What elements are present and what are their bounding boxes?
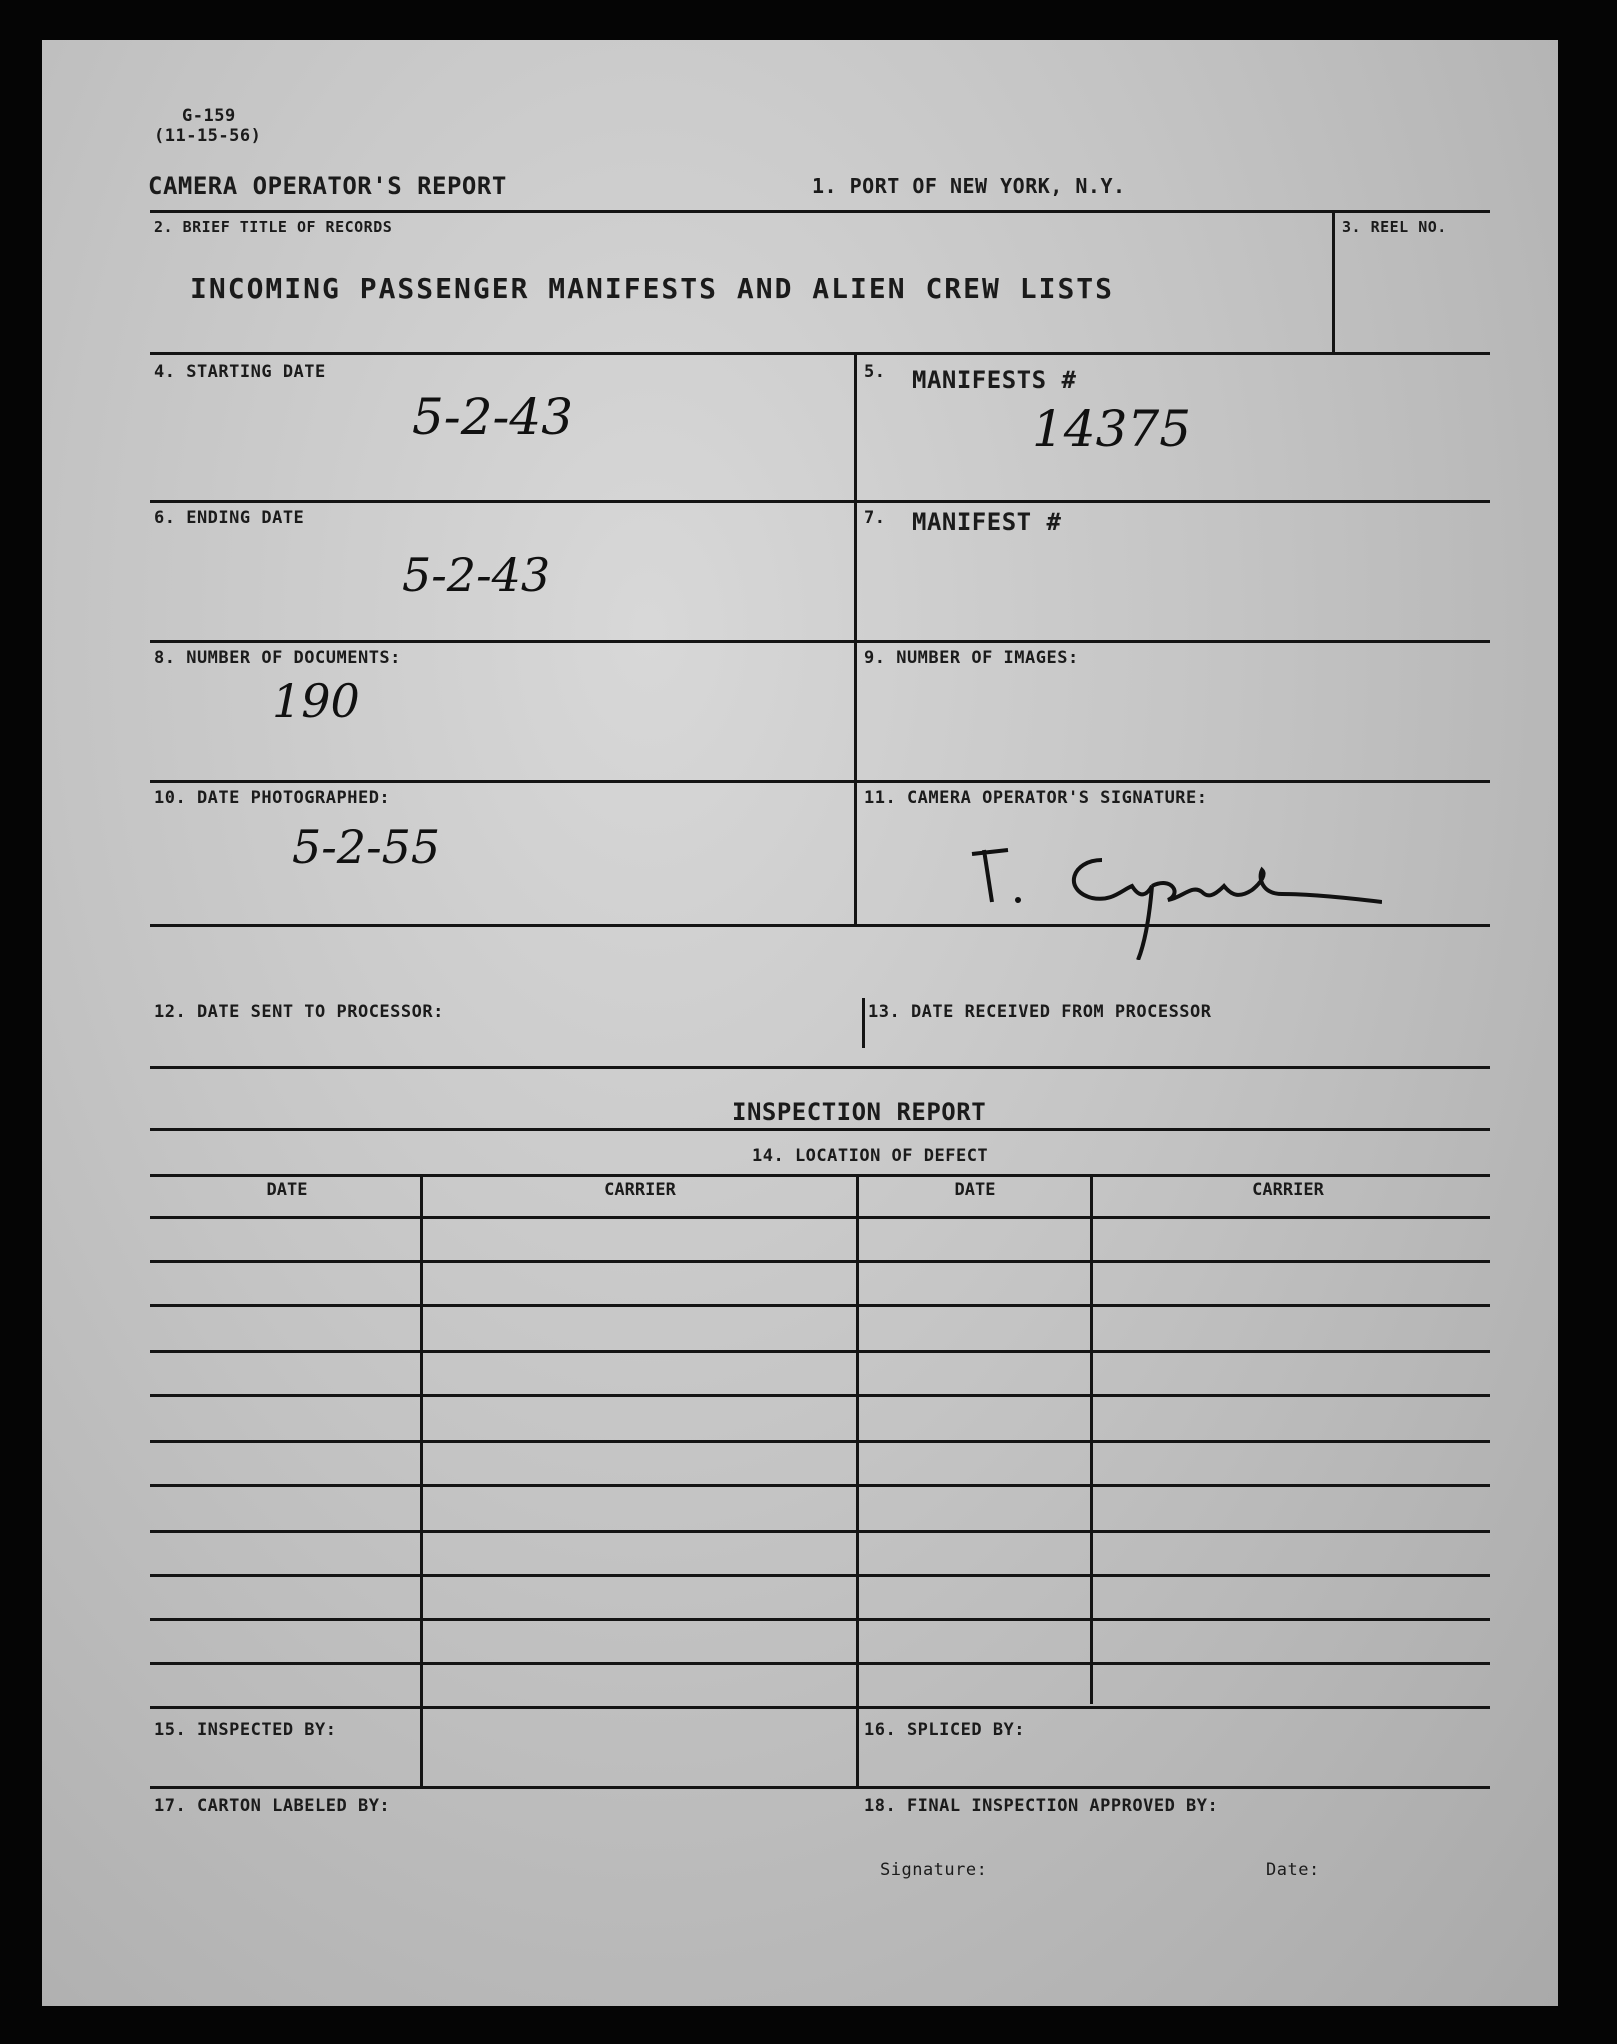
form-revision-date: (11-15-56) [154, 126, 262, 146]
table-row [150, 1304, 1490, 1307]
table-row [150, 1484, 1490, 1487]
column-header-date-right: DATE [954, 1180, 996, 1200]
reel-number-label: 3. REEL NO. [1342, 218, 1447, 236]
document-page [42, 40, 1558, 2006]
brief-title-label: 2. BRIEF TITLE OF RECORDS [154, 218, 393, 236]
table-row [150, 1350, 1490, 1353]
location-of-defect-heading: 14. LOCATION OF DEFECT [752, 1146, 989, 1166]
rule [854, 352, 857, 782]
rule [150, 1786, 1490, 1789]
signature-label: Signature: [880, 1860, 988, 1880]
table-row [150, 1706, 1490, 1709]
ending-date-label: 6. ENDING DATE [154, 508, 305, 528]
table-row [150, 1662, 1490, 1665]
form-number: G-159 [182, 106, 236, 126]
camera-operator-signature [962, 820, 1382, 960]
ending-date-value: 5-2-43 [402, 548, 551, 602]
date-received-from-processor-label: 13. DATE RECEIVED FROM PROCESSOR [868, 1002, 1212, 1022]
inspection-report-heading: INSPECTION REPORT [732, 1098, 987, 1126]
rule [862, 998, 865, 1048]
rule [150, 640, 1490, 643]
table-row [150, 1440, 1490, 1443]
number-of-documents-label: 8. NUMBER OF DOCUMENTS: [154, 648, 401, 668]
column-header-carrier-right: CARRIER [1252, 1180, 1324, 1200]
number-of-documents-value: 190 [272, 674, 360, 728]
camera-operator-signature-label: 11. CAMERA OPERATOR'S SIGNATURE: [864, 788, 1208, 808]
rule [854, 780, 857, 926]
rule [150, 1174, 1490, 1177]
carton-labeled-by-label: 17. CARTON LABELED BY: [154, 1796, 391, 1816]
first-manifest-prefix: 5. [864, 362, 886, 382]
table-row [150, 1530, 1490, 1533]
rule [150, 1128, 1490, 1131]
starting-date-value: 5-2-43 [412, 388, 574, 446]
table-row [150, 1216, 1490, 1219]
column-header-carrier-left: CARRIER [604, 1180, 676, 1200]
rule [150, 924, 1490, 927]
date-sent-to-processor-label: 12. DATE SENT TO PROCESSOR: [154, 1002, 444, 1022]
rule [150, 500, 1490, 503]
table-row [150, 1394, 1490, 1397]
column-header-date-left: DATE [266, 1180, 308, 1200]
table-row [150, 1618, 1490, 1621]
port-field: 1. PORT OF NEW YORK, N.Y. [812, 174, 1126, 198]
date-photographed-label: 10. DATE PHOTOGRAPHED: [154, 788, 391, 808]
table-row [150, 1260, 1490, 1263]
rule [150, 1066, 1490, 1069]
last-manifest-prefix: 7. [864, 508, 886, 528]
starting-date-label: 4. STARTING DATE [154, 362, 326, 382]
number-of-images-label: 9. NUMBER OF IMAGES: [864, 648, 1079, 668]
rule [150, 352, 1490, 355]
first-manifest-value: 14375 [1032, 400, 1192, 458]
brief-title-value: INCOMING PASSENGER MANIFESTS AND ALIEN CREW LISTS [190, 272, 1115, 305]
rule [420, 1174, 423, 1788]
form-title: CAMERA OPERATOR'S REPORT [148, 172, 507, 200]
inspected-by-label: 15. INSPECTED BY: [154, 1720, 337, 1740]
rule [1090, 1174, 1093, 1704]
rule [150, 780, 1490, 783]
rule [1332, 210, 1335, 352]
last-manifest-label: MANIFEST # [912, 508, 1062, 536]
final-inspection-approved-by-label: 18. FINAL INSPECTION APPROVED BY: [864, 1796, 1219, 1816]
rule [150, 210, 1490, 213]
rule [856, 1174, 859, 1788]
spliced-by-label: 16. SPLICED BY: [864, 1720, 1026, 1740]
date-photographed-value: 5-2-55 [292, 820, 441, 874]
table-row [150, 1574, 1490, 1577]
date-label: Date: [1266, 1860, 1320, 1880]
first-manifest-label: MANIFESTS # [912, 366, 1077, 394]
